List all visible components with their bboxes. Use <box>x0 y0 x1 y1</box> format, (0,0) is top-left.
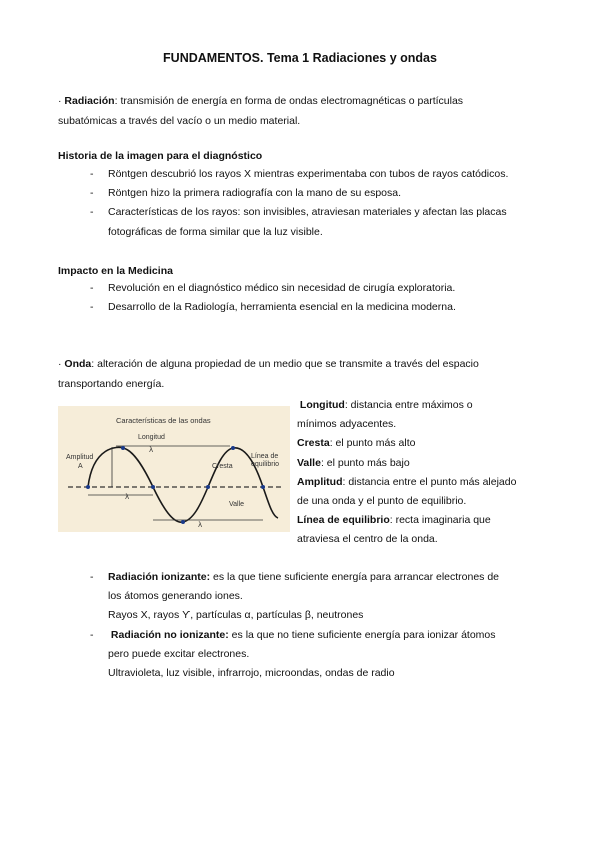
dash-marker: - <box>90 187 94 200</box>
def-amplitud <box>297 473 547 492</box>
def-text: : distancia entre el punto más alejado <box>342 475 517 488</box>
def-text: : el punto más bajo <box>320 456 410 469</box>
def-term: Valle <box>297 456 321 469</box>
lineas-label-1: Línea de <box>251 453 279 460</box>
list-item <box>90 165 550 184</box>
lineas-label-2: equilibrio <box>251 461 280 468</box>
wave-node <box>151 485 155 489</box>
ionizante-text-cont: los átomos generando iones. <box>108 590 243 603</box>
impacto-list <box>90 279 550 317</box>
list-item-text: Desarrollo de la Radiología, herramienta esencial en la medicina moderna. <box>108 301 456 314</box>
amplitud-label: Amplitud <box>66 454 94 461</box>
radiation-types-list <box>90 568 560 683</box>
list-item-text: Revolución en el diagnóstico médico sin necesidad de cirugía exploratoria. <box>108 282 456 294</box>
list-item <box>90 279 550 298</box>
wave-node <box>86 485 90 489</box>
wave-definitions <box>297 396 547 550</box>
valle-label: Valle <box>229 501 245 508</box>
def-term: Amplitud <box>297 475 343 488</box>
a-label: A <box>78 463 83 470</box>
no-ionizante-examples: Ultravioleta, luz visible, infrarrojo, microondas, ondas de radio <box>108 667 395 680</box>
list-item-text: fotográficas de forma similar que la luz visible. <box>108 225 323 238</box>
no-ionizante-text-cont: pero puede excitar electrones. <box>108 647 250 660</box>
def-term: Línea de equilibrio <box>297 514 390 527</box>
ionizante-examples: Rayos X, rayos ϒ, partículas α, partículas β, neutrones <box>108 609 364 622</box>
radiacion-text-line1: : transmisión de energía en forma de ondas electromagnéticas o partículas <box>114 95 464 107</box>
wave-diagram <box>58 406 290 532</box>
dash-marker: - <box>90 301 94 314</box>
onda-term: Onda <box>64 358 92 370</box>
crest-point <box>121 446 125 450</box>
list-item <box>90 184 550 203</box>
list-item <box>90 298 550 317</box>
page-title: FUNDAMENTOS. Tema 1 Radiaciones y ondas <box>163 51 437 65</box>
wave-diagram-svg <box>58 406 290 532</box>
def-text: : distancia entre máximos o <box>344 399 473 411</box>
onda-text-line1: : alteración de alguna propiedad de un medio que se transmite a través del espacio <box>91 358 479 370</box>
wave-node <box>261 485 265 489</box>
dash-marker: - <box>90 206 94 219</box>
lambda-label: λ <box>198 521 203 529</box>
def-cresta <box>297 434 547 453</box>
bullet-dot: · <box>58 358 62 370</box>
crest-point <box>231 446 235 450</box>
bullet-dot: · <box>58 95 62 107</box>
list-item <box>90 203 550 241</box>
cresta-label: Cresta <box>212 463 233 470</box>
def-longitud <box>297 396 547 415</box>
dash-marker: - <box>90 628 94 641</box>
list-item <box>90 568 560 626</box>
list-item-text: Röntgen hizo la primera radiografía con la mano de su esposa. <box>108 187 402 200</box>
impacto-heading: Impacto en la Medicina <box>58 265 173 277</box>
def-amplitud-cont: de una onda y el punto de equilibrio. <box>297 495 467 508</box>
historia-heading: Historia de la imagen para el diagnóstico <box>58 150 263 162</box>
trough-point <box>181 520 185 524</box>
lambda-label: λ <box>125 493 130 501</box>
def-linea <box>297 511 547 530</box>
radiacion-text-line2: subatómicas a través del vacío o un medio material. <box>58 114 301 127</box>
historia-list <box>90 165 550 242</box>
def-text: : el punto más alto <box>329 437 416 450</box>
onda-definition <box>58 355 538 394</box>
onda-text-line2: transportando energía. <box>58 377 165 390</box>
list-item-text: Röntgen descubrió los rayos X mientras experimentaba con tubos de rayos catódicos. <box>108 168 509 180</box>
def-term: Longitud <box>299 399 345 411</box>
dash-marker: - <box>90 168 94 180</box>
radiacion-term: Radiación <box>64 95 115 107</box>
def-valle <box>297 454 547 473</box>
wave-curve <box>88 447 278 522</box>
list-item-text: Características de los rayos: son invisibles, atraviesan materiales y afectan las placas <box>108 206 507 219</box>
def-term: Cresta <box>297 437 330 450</box>
lambda-label: λ <box>149 446 154 454</box>
def-linea-cont: atraviesa el centro de la onda. <box>297 533 438 546</box>
dash-marker: - <box>90 282 94 294</box>
list-item <box>90 626 560 684</box>
dash-marker: - <box>90 571 94 583</box>
ionizante-text: es la que tiene suficiente energía para arrancar electrones de <box>210 571 500 583</box>
radiacion-definition <box>58 92 538 131</box>
ionizante-term: Radiación ionizante: <box>108 571 211 583</box>
no-ionizante-term: Radiación no ionizante: <box>110 628 229 641</box>
longitud-label: Longitud <box>138 434 165 441</box>
wave-node <box>206 485 210 489</box>
no-ionizante-text: es la que no tiene suficiente energía para ionizar átomos <box>228 628 496 641</box>
def-text: : recta imaginaria que <box>389 514 491 527</box>
def-longitud-cont: mínimos adyacentes. <box>297 418 397 431</box>
figure-title: Características de las ondas <box>116 416 211 425</box>
